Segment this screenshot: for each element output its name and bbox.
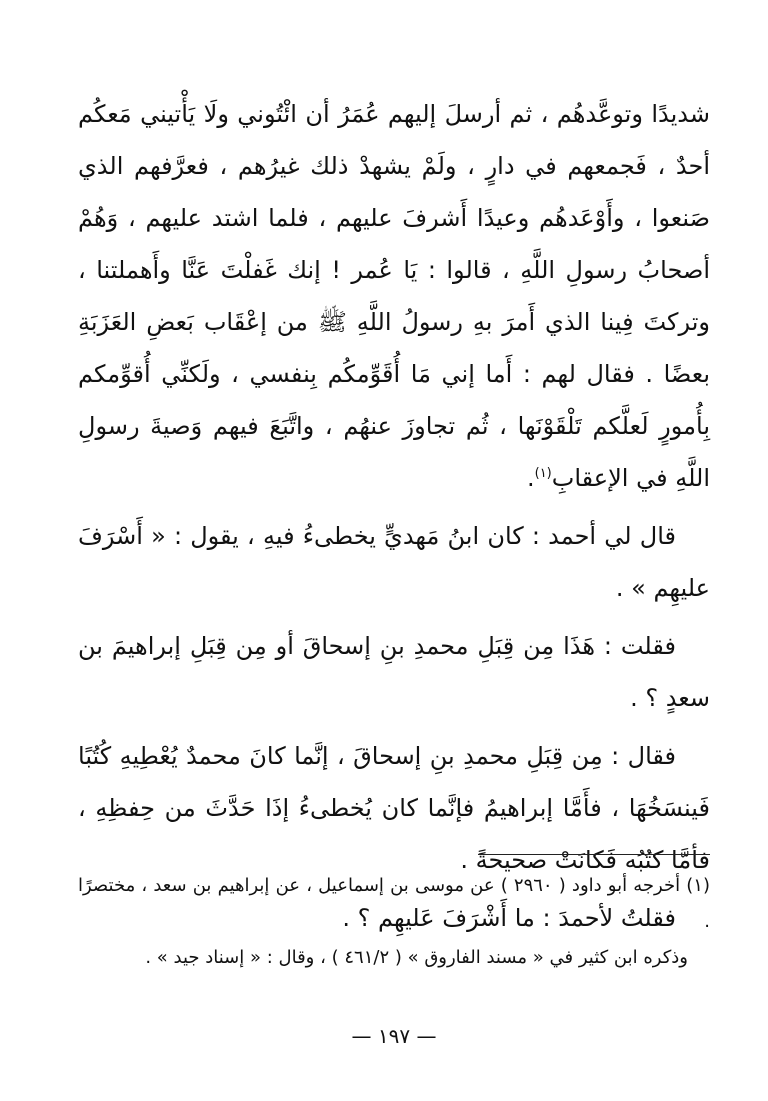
book-page — [78, 88, 710, 1068]
footnote-reference: (١) — [534, 466, 552, 481]
footnote-2: وذكره ابن كثير في « مسند الفاروق » ( ٤٦١/٢ ) ، وقال : « إسناد جيد » . — [145, 947, 688, 968]
paragraph-4: فقال : مِن قِبَلِ محمدِ بنِ إسحاقَ ، إنَّما كانَ محمدٌ يُعْطِيهِ كُتُبًا فَينسَخُهَا ، فأَمَّا إبراهيمُ فإنَّما كان يُخطىءُ إذَا حَدَّثَ من حِفظِهِ ، فأمَّا كتُبُه فَكانَتْ صحيحةً . — [78, 742, 710, 874]
paragraph-2: قال لي أحمد : كان ابنُ مَهديٍّ يخطىءُ فيهِ ، يقول : « أَسْرَفَ عليهِم » . — [78, 522, 710, 602]
paragraph-1 — [78, 88, 710, 504]
paragraph-3: فقلت : هَذَا مِن قِبَلِ محمدِ بنِ إسحاقَ أو مِن قِبَلِ إبراهيمَ بن سعدٍ ؟ . — [78, 632, 710, 712]
footnote-1: (١) أخرجه أبو داود ( ٢٩٦٠ ) عن موسى بن إسماعيل ، عن إبراهيم بن سعد ، مختصرًا . — [78, 875, 710, 932]
footnote-divider — [478, 854, 710, 855]
footnotes-block — [78, 868, 710, 976]
paragraph-1-end: . — [526, 464, 535, 492]
page-number: — ١٩٧ — — [351, 1024, 437, 1048]
paragraph-5: فقلتُ لأحمدَ : ما أَشْرَفَ عَليهِم ؟ . — [342, 904, 676, 932]
paragraph-1-text: شديدًا وتوعَّدهُم ، ثم أرسلَ إليهم عُمَرُ أن ائْتُوني ولَا يَأْتيني مَعكُم أحدٌ ، فَجمعهم في دارٍ ، ولَمْ يشهدْ ذلك غيرُهم ، فعرَّفهم الذي صَنعوا ، وأَوْعَدهُم وعيدًا أَشرفَ عليهم ، فلما اشتد عليهم ، وَهُمْ أصحابُ رسولِ اللَّهِ ، قالوا : يَا عُمر ! إنك غَفلْتَ عَنَّا وأَهملتنا ، وتركتَ فِينا الذي أَمرَ بهِ رسولُ اللَّهِ ﷺ من إعْقَاب بَعضِ العَزَبَةِ بعضًا . فقال لهم : أَما إني مَا أُقَوِّمكُم بِنفسي ، ولَكنِّي أُقوِّمكم بِأُمورٍ لَعلَّكم تَلْقَوْنَها ، ثُم تجاوزَ عنهُم ، واتَّبَعَ فيهم وَصيةَ رسولِ اللَّهِ في الإعقابِ — [78, 100, 710, 492]
main-text-block — [78, 88, 710, 944]
